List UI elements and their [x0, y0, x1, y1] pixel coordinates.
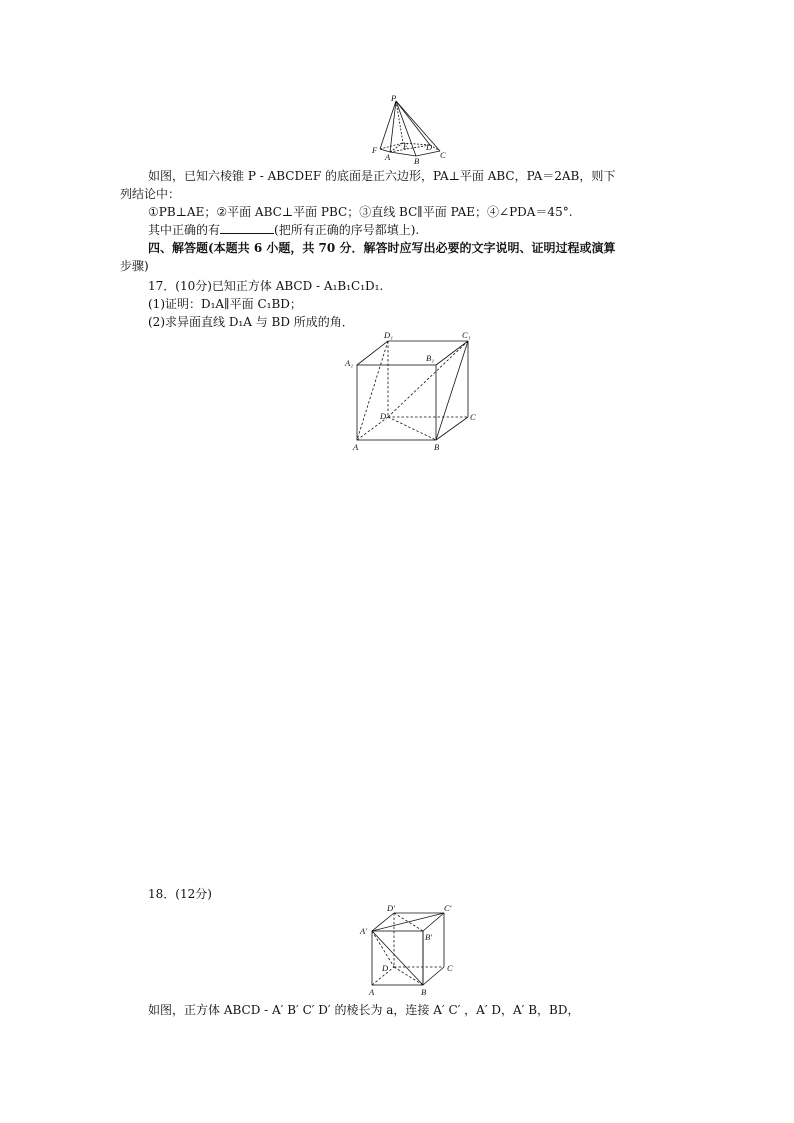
label-C1: C₁: [462, 330, 471, 340]
section4-heading: [148, 240, 615, 256]
section4-text-line2: 步骤): [120, 259, 149, 273]
label-C-prime: C′: [444, 903, 452, 913]
hexagonal-pyramid-figure: [368, 94, 450, 166]
label-A: A: [369, 987, 375, 997]
label-B-prime: B′: [425, 932, 433, 942]
section4-text-line1: 四、解答题(本题共 6 小题，共 70 分．解答时应写出必要的文字说明、证明过程或演算: [148, 241, 616, 255]
cube-figure-q18: [358, 902, 464, 998]
answer-blank[interactable]: [220, 222, 274, 234]
label-B1: B₁: [426, 353, 435, 363]
q16-text-line2: 列结论中：: [120, 187, 181, 201]
label-D: D: [380, 411, 387, 421]
label-A1: A₁: [345, 358, 354, 368]
label-B: B: [434, 442, 440, 452]
q16-text-line1: 如图，已知六棱锥 P - ABCDEF 的底面是正六边形，PA⊥平面 ABC，PA＝2AB，则下: [148, 169, 616, 183]
q17-title: 17．(10分)已知正方体 ABCD - A₁B₁C₁D₁.: [148, 279, 384, 293]
label-A: A: [353, 442, 359, 452]
label-D-prime: D′: [387, 903, 395, 913]
label-C: C: [440, 150, 446, 160]
q18-text-line: 如图，正方体 ABCD - A′ B′ C′ D′ 的棱长为 a，连接 A′ C′ ，A′ D，A′ B，BD，: [148, 1003, 580, 1017]
label-D: D: [382, 963, 389, 973]
label-D1: D₁: [384, 330, 394, 340]
label-D: D: [426, 142, 433, 152]
q18-title: 18．(12分): [148, 887, 212, 901]
q16-answer-suffix: (把所有正确的序号都填上).: [274, 223, 420, 237]
label-A-prime: A′: [360, 926, 368, 936]
label-F: F: [372, 145, 378, 155]
cube-figure-q17: [342, 326, 482, 456]
q17-part1: (1)证明：D₁A∥平面 C₁BD；: [148, 297, 302, 311]
label-E: E: [403, 141, 409, 151]
q17-part2: (2)求异面直线 D₁A 与 BD 所成的角．: [148, 315, 354, 329]
label-A: A: [385, 152, 391, 162]
label-C: C: [447, 963, 453, 973]
q16-answer-prefix: 其中正确的有: [148, 223, 221, 237]
label-B: B: [414, 156, 420, 166]
label-P: P: [391, 94, 397, 103]
q16-options: ①PB⊥AE；②平面 ABC⊥平面 PBC；③直线 BC∥平面 PAE；④∠PDA＝45°.: [148, 205, 573, 219]
label-B: B: [421, 987, 427, 997]
q16-answer-line: [148, 222, 419, 238]
label-C: C: [470, 412, 476, 422]
